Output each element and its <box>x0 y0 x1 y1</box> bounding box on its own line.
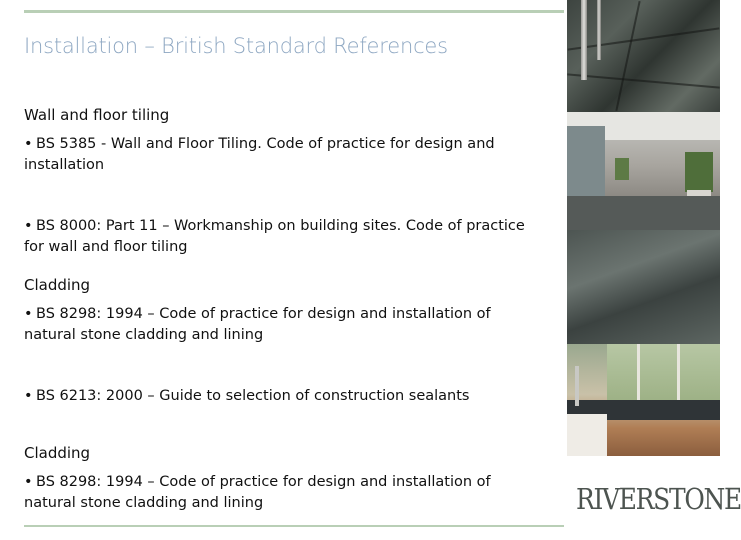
list-item-text: BS 5385 - Wall and Floor Tiling. Code of practice for design and installation <box>24 136 495 173</box>
list-item <box>24 386 544 407</box>
list-item-text: BS 6213: 2000 – Guide to selection of construction sealants <box>36 388 470 404</box>
bottom-divider <box>24 525 564 527</box>
bullet-icon: • <box>24 306 33 322</box>
terrace-photo <box>567 112 720 230</box>
section-heading-cladding: Cladding <box>24 276 91 294</box>
list-item-text: BS 8298: 1994 – Code of practice for design and installation of natural stone cladding and lining <box>24 474 491 511</box>
list-item <box>24 216 544 258</box>
bullet-icon: • <box>24 136 33 152</box>
slide-title: Installation – British Standard References <box>24 34 448 58</box>
bullet-icon: • <box>24 218 33 234</box>
slate-floor-photo <box>567 0 720 112</box>
list-item <box>24 304 544 346</box>
section-heading-cladding-2: Cladding <box>24 444 91 462</box>
photo-strip <box>567 0 720 460</box>
list-item <box>24 472 544 514</box>
riverstone-logo: RIVERSTONE <box>576 482 741 516</box>
kitchen-window-photo <box>567 344 720 456</box>
list-item <box>24 134 544 176</box>
bullet-icon: • <box>24 388 33 404</box>
slate-tiles-photo <box>567 230 720 344</box>
list-item-text: BS 8298: 1994 – Code of practice for design and installation of natural stone cladding and lining <box>24 306 491 343</box>
bullet-icon: • <box>24 474 33 490</box>
list-item-text: BS 8000: Part 11 – Workmanship on building sites. Code of practice for wall and floor tiling <box>24 218 525 255</box>
section-heading-wall-floor-tiling: Wall and floor tiling <box>24 106 170 124</box>
top-divider <box>24 10 564 13</box>
